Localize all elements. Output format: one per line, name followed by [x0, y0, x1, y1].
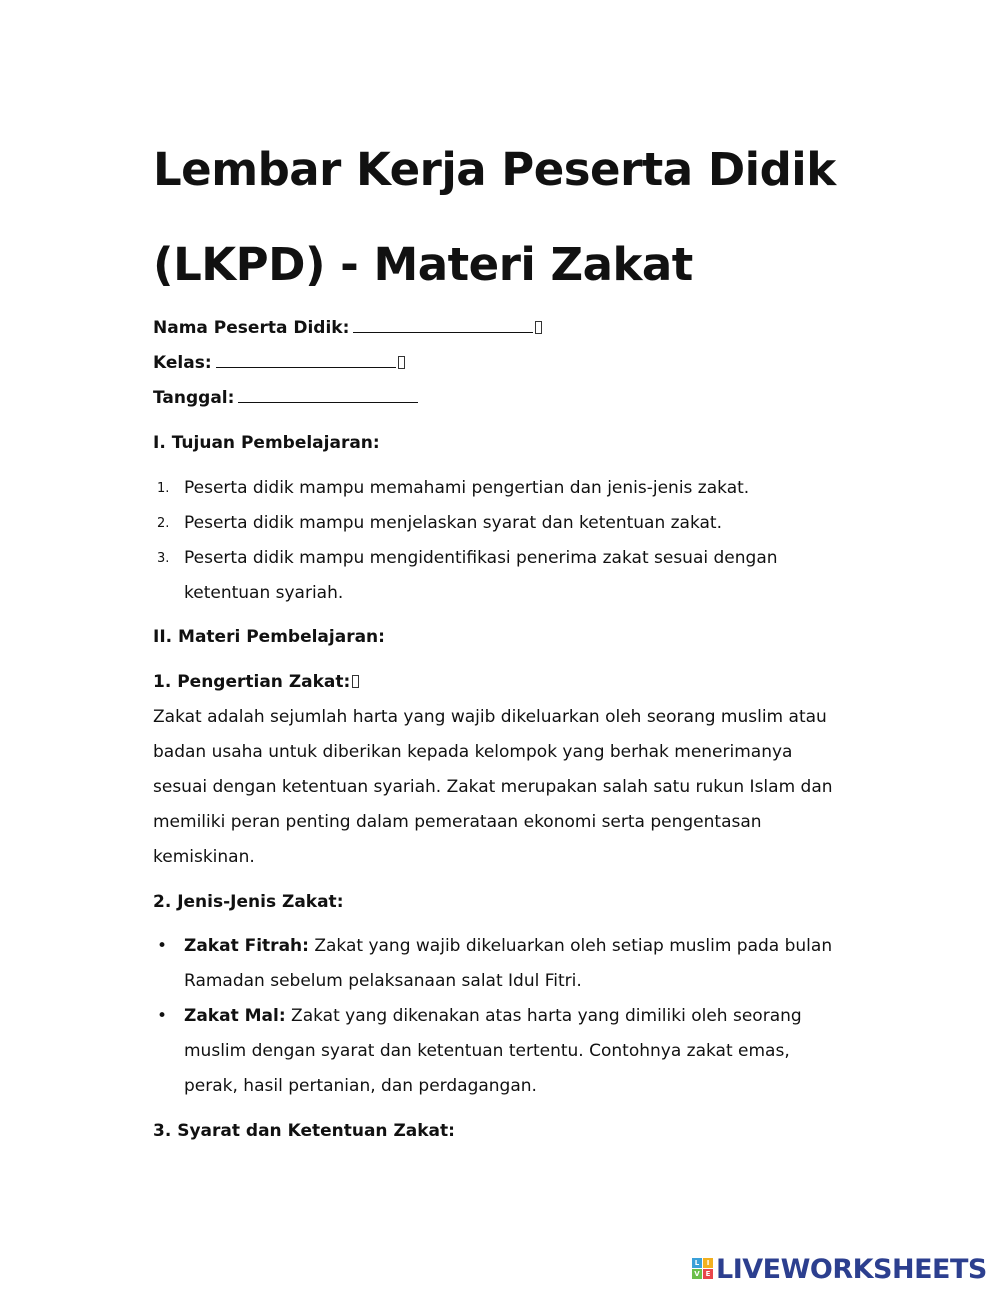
logo-square-i: I — [703, 1258, 713, 1268]
logo-text: LIVEWORKSHEETS — [716, 1253, 987, 1285]
objective-text: Peserta didik mampu menjelaskan syarat dan ketentuan zakat. — [184, 513, 722, 533]
list-number: 2. — [157, 516, 170, 531]
student-name-row — [153, 311, 542, 346]
list-number: 3. — [157, 551, 170, 566]
class-label: Kelas: — [153, 353, 212, 373]
zakat-type-item — [157, 999, 844, 1104]
definition-line: sesuai dengan ketentuan syariah. Zakat merupakan salah satu rukun Islam dan — [153, 777, 833, 797]
zakat-type-item — [157, 929, 844, 999]
logo-square-e: E — [703, 1269, 713, 1279]
missing-glyph-icon — [535, 321, 542, 334]
zakat-type-desc-line-3: perak, hasil pertanian, dan perdagangan. — [184, 1076, 537, 1096]
definition-line: memiliki peran penting dalam pemerataan ekonomi serta pengentasan — [153, 812, 762, 832]
logo-square-v: V — [692, 1269, 702, 1279]
date-field[interactable] — [238, 388, 418, 403]
objective-text: Peserta didik mampu memahami pengertian dan jenis-jenis zakat. — [184, 478, 750, 498]
zakat-type-term: Zakat Mal: — [184, 1006, 286, 1026]
student-name-label: Nama Peserta Didik: — [153, 318, 350, 338]
logo-square-l: L — [692, 1258, 702, 1268]
definition-line: kemiskinan. — [153, 847, 255, 867]
definition-paragraph — [153, 700, 843, 875]
missing-glyph-icon — [352, 675, 359, 688]
class-field[interactable] — [216, 353, 396, 368]
bullet-icon: • — [157, 936, 168, 956]
material-heading: II. Materi Pembelajaran: — [153, 627, 385, 647]
objectives-heading: I. Tujuan Pembelajaran: — [153, 433, 380, 453]
objective-text-line-2: ketentuan syariah. — [184, 583, 344, 603]
zakat-type-desc-line-2: Ramadan sebelum pelaksanaan salat Idul Fitri. — [184, 971, 582, 991]
objective-item — [157, 506, 844, 541]
definition-heading: 1. Pengertian Zakat: — [153, 672, 351, 692]
requirements-heading: 3. Syarat dan Ketentuan Zakat: — [153, 1121, 455, 1141]
zakat-type-term: Zakat Fitrah: — [184, 936, 309, 956]
definition-heading-row — [153, 665, 359, 700]
list-number: 1. — [157, 481, 170, 496]
definition-line: Zakat adalah sejumlah harta yang wajib dikeluarkan oleh seorang muslim atau — [153, 707, 827, 727]
title-line-1: Lembar Kerja Peserta Didik — [153, 143, 836, 196]
title-line-2: (LKPD) - Materi Zakat — [153, 238, 693, 291]
zakat-type-desc-line-1: Zakat yang wajib dikeluarkan oleh setiap muslim pada bulan — [308, 936, 833, 956]
zakat-type-desc-line-2: muslim dengan syarat dan ketentuan tertentu. Contohnya zakat emas, — [184, 1041, 790, 1061]
page-title — [153, 122, 873, 312]
definition-line: badan usaha untuk diberikan kepada kelompok yang berhak menerimanya — [153, 742, 793, 762]
student-name-field[interactable] — [353, 318, 533, 333]
missing-glyph-icon — [398, 356, 405, 369]
objective-item — [157, 471, 844, 506]
objective-item — [157, 541, 844, 611]
date-label: Tanggal: — [153, 388, 235, 408]
objective-text-line-1: Peserta didik mampu mengidentifikasi penerima zakat sesuai dengan — [184, 548, 778, 568]
date-row — [153, 381, 418, 416]
class-row — [153, 346, 405, 381]
liveworksheets-logo — [692, 1253, 987, 1285]
zakat-type-desc-line-1: Zakat yang dikenakan atas harta yang dimiliki oleh seorang — [285, 1006, 802, 1026]
types-heading: 2. Jenis-Jenis Zakat: — [153, 892, 344, 912]
liveworksheets-logo-icon — [692, 1258, 714, 1280]
bullet-icon: • — [157, 1006, 168, 1026]
